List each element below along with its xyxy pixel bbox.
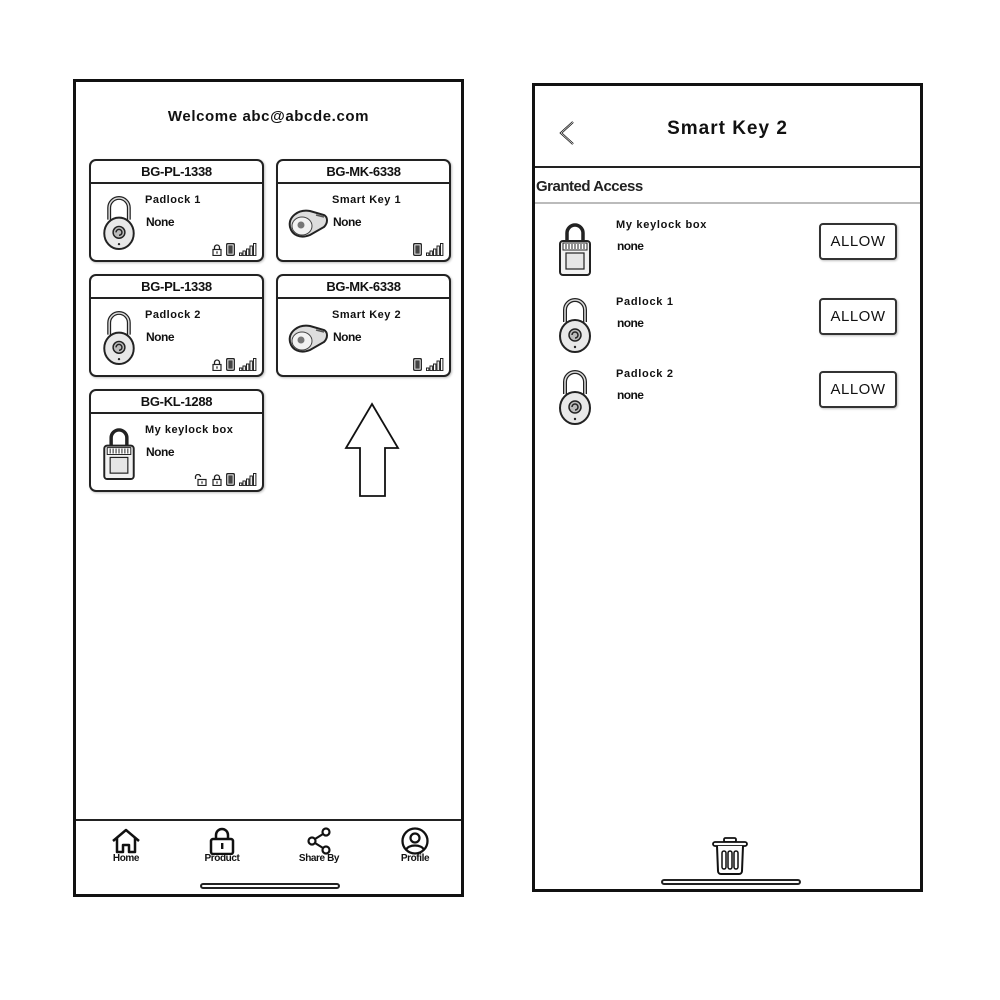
lock-icon: [206, 827, 238, 855]
home-screen: [73, 79, 464, 897]
allow-button[interactable]: ALLOW: [819, 223, 897, 260]
device-code: BG-MK-6338: [278, 276, 449, 299]
device-name: Padlock 1: [145, 194, 201, 206]
page-title: Smart Key 2: [667, 118, 788, 139]
device-status: None: [146, 330, 174, 344]
nav-label: Share By: [298, 853, 340, 864]
device-status: None: [146, 445, 174, 459]
home-indicator[interactable]: [661, 879, 801, 885]
lock-icon: [212, 474, 222, 486]
device-name: My keylock box: [616, 219, 708, 231]
nav-product[interactable]: [187, 827, 257, 864]
device-code: BG-PL-1338: [91, 161, 262, 184]
allow-button[interactable]: ALLOW: [819, 298, 897, 335]
device-name: Padlock 1: [616, 296, 674, 308]
device-card-smart-key-1[interactable]: [276, 159, 451, 262]
device-status: none: [617, 239, 644, 253]
granted-access-label: Granted Access: [535, 170, 920, 204]
share-icon: [303, 827, 335, 855]
header: [535, 86, 920, 168]
nav-share-by[interactable]: [284, 827, 354, 864]
nav-label: Product: [204, 853, 240, 864]
up-arrow-icon: [343, 402, 403, 498]
status-icons: [413, 358, 444, 371]
device-card-smart-key-2[interactable]: [276, 274, 451, 377]
battery-icon: [226, 358, 235, 371]
device-card-padlock-2[interactable]: [89, 274, 264, 377]
trash-icon[interactable]: [710, 836, 750, 876]
signal-icon: [239, 243, 257, 256]
smart-key-icon: [286, 205, 330, 241]
signal-icon: [239, 358, 257, 371]
device-card-keylock-box[interactable]: [89, 389, 264, 492]
device-name: Smart Key 1: [332, 194, 402, 206]
device-name: Smart Key 2: [332, 309, 402, 321]
device-status: None: [146, 215, 174, 229]
device-card-padlock-1[interactable]: [89, 159, 264, 262]
status-icons: [413, 243, 444, 256]
device-status: None: [333, 330, 361, 344]
smart-key-icon: [286, 320, 330, 356]
welcome-heading: Welcome abc@abcde.com: [167, 108, 370, 125]
padlock-icon: [557, 298, 593, 354]
signal-icon: [426, 358, 444, 371]
battery-icon: [413, 358, 422, 371]
nav-home[interactable]: [91, 827, 161, 864]
padlock-icon: [101, 311, 137, 366]
padlock-icon: [557, 370, 593, 426]
device-name: Padlock 2: [145, 309, 201, 321]
unlock-icon: [194, 474, 208, 486]
smart-key-detail-screen: [532, 83, 923, 892]
home-icon: [110, 827, 142, 855]
battery-icon: [413, 243, 422, 256]
keylock-box-icon: [101, 426, 137, 481]
lock-icon: [212, 244, 222, 256]
signal-icon: [239, 473, 257, 486]
status-icons: [212, 358, 257, 371]
access-row-padlock-2: [535, 368, 920, 438]
battery-icon: [226, 243, 235, 256]
battery-icon: [226, 473, 235, 486]
access-row-keylock-box: [535, 219, 920, 289]
device-name: My keylock box: [145, 424, 234, 436]
lock-icon: [212, 359, 222, 371]
device-status: none: [617, 388, 644, 402]
status-icons: [194, 473, 257, 486]
device-status: None: [333, 215, 361, 229]
home-indicator[interactable]: [200, 883, 340, 889]
device-code: BG-KL-1288: [91, 391, 262, 414]
status-icons: [212, 243, 257, 256]
device-code: BG-MK-6338: [278, 161, 449, 184]
keylock-box-icon: [557, 221, 593, 277]
nav-label: Home: [112, 853, 140, 864]
signal-icon: [426, 243, 444, 256]
device-code: BG-PL-1338: [91, 276, 262, 299]
device-name: Padlock 2: [616, 368, 674, 380]
profile-icon: [399, 827, 431, 855]
allow-button[interactable]: ALLOW: [819, 371, 897, 408]
device-status: none: [617, 316, 644, 330]
bottom-nav: [76, 819, 461, 897]
nav-label: Profile: [400, 853, 430, 864]
padlock-icon: [101, 196, 137, 251]
access-row-padlock-1: [535, 296, 920, 366]
nav-profile[interactable]: [380, 827, 450, 864]
